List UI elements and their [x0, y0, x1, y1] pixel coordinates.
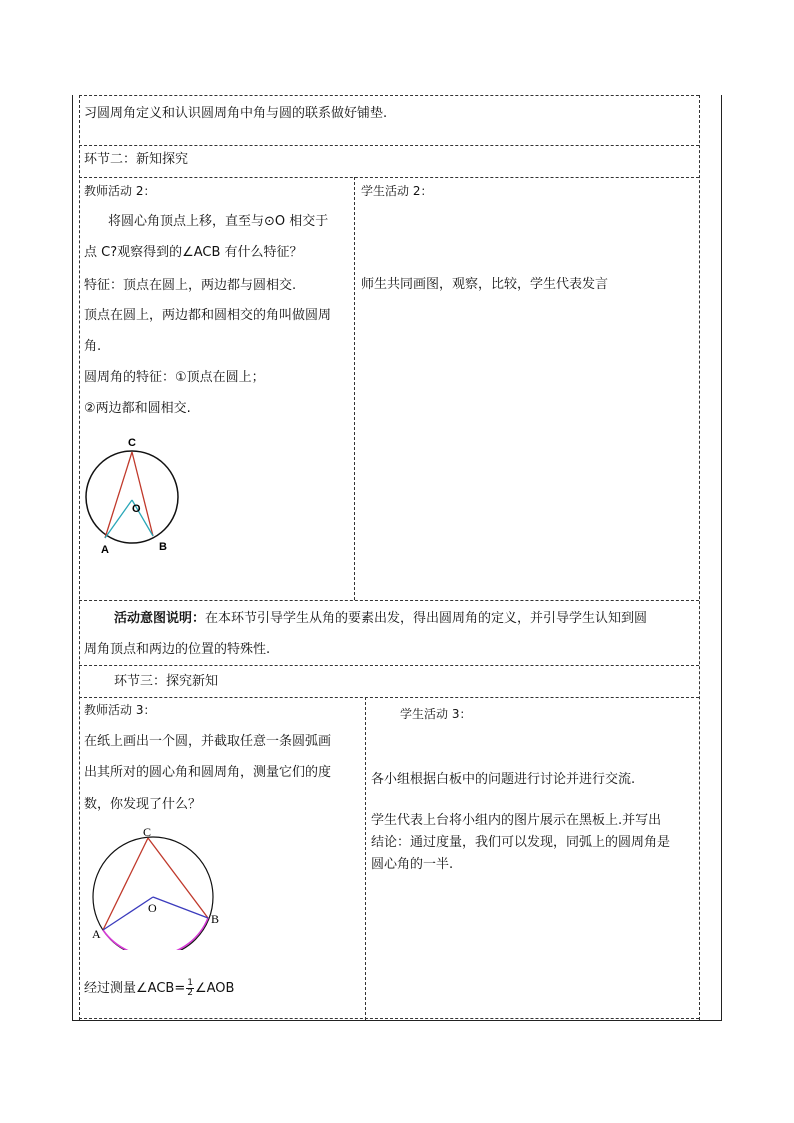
intent-line1 [114, 610, 647, 628]
teacher2-characteristic-line2: ②两边都和圆相交. [84, 401, 191, 416]
teacher3-heading: 教师活动 3： [84, 703, 156, 717]
circle-1 [86, 451, 178, 543]
bottom-dash [79, 1018, 699, 1019]
teacher2-question-line2: 点 C?观察得到的∠ACB 有什么特征？ [84, 245, 303, 260]
student2-text: 师生共同画图，观察，比较，学生代表发言 [361, 277, 609, 292]
label-b-2: B [211, 912, 220, 926]
teacher2-definition-line2: 角. [84, 339, 102, 354]
intent-line2: 周角顶点和两边的位置的特殊性. [84, 642, 271, 657]
chord-cb [132, 452, 153, 536]
radius-oa [105, 500, 132, 538]
mid-divider-2 [365, 697, 366, 1020]
label-a: A [101, 544, 109, 556]
teacher3-line1: 在纸上画出一个圆，并截取任意一条圆弧画 [84, 734, 332, 749]
inner-right-dash [699, 95, 700, 1020]
teacher3-measurement [84, 979, 234, 998]
student2-heading: 学生活动 2： [361, 184, 433, 198]
section2-title: 环节二：新知探究 [84, 152, 189, 167]
bottom-border [72, 1020, 722, 1021]
label-o-2: O [148, 901, 157, 915]
hline-2 [79, 177, 699, 178]
teacher3-line3: 数，你发现了什么？ [84, 797, 202, 812]
teacher2-feature: 特征：顶点在圆上，两边都与圆相交. [84, 278, 297, 293]
measure-prefix: 经过测量∠ACB= [84, 981, 186, 996]
inscribed-angle-figure-1 [80, 430, 190, 560]
label-c-2: C [143, 825, 152, 839]
hline-5 [79, 697, 699, 698]
mid-divider-1 [354, 177, 355, 600]
inscribed-angle-figure-2 [86, 822, 226, 950]
fraction-denominator: 2 [187, 988, 193, 998]
measure-suffix: ∠AOB [194, 981, 235, 996]
chord-ca-2 [103, 838, 148, 930]
border-right [721, 95, 722, 1020]
chord-ca [105, 452, 132, 538]
teacher3-line2: 出其所对的圆心角和圆周角，测量它们的度 [84, 765, 332, 780]
student3-line1: 各小组根据白板中的问题进行讨论并进行交流. [371, 772, 636, 787]
label-a-2: A [92, 927, 101, 941]
teacher2-question-line1: 将圆心角顶点上移，直至与⊙O 相交于 [108, 214, 329, 229]
teacher2-characteristic-line1: 圆周角的特征：①顶点在圆上； [84, 370, 265, 385]
section3-title: 环节三：探究新知 [114, 674, 219, 689]
student3-heading: 学生活动 3： [400, 707, 472, 721]
border-left [72, 95, 73, 1020]
teacher2-heading: 教师活动 2： [84, 184, 156, 198]
student3-line2: 学生代表上台将小组内的图片展示在黑板上.并写出 [371, 813, 662, 828]
hline-3 [79, 600, 699, 601]
fraction-half [186, 979, 194, 998]
intent-text: 在本环节引导学生从角的要素出发，得出圆周角的定义，并引导学生认知到圆 [205, 611, 648, 626]
label-c: C [128, 437, 136, 449]
label-b: B [159, 541, 167, 553]
hline-1 [79, 145, 699, 146]
teacher2-definition-line1: 顶点在圆上，两边都和圆相交的角叫做圆周 [84, 308, 332, 323]
arc-ab [103, 918, 208, 950]
fraction-numerator: 1 [187, 978, 193, 988]
top-dash [79, 95, 699, 96]
hline-4 [79, 665, 699, 666]
prev-row-text: 习圆周角定义和认识圆周角中角与圆的联系做好铺垫. [84, 106, 388, 121]
label-o: O [132, 503, 141, 515]
circle-2 [93, 837, 213, 950]
student3-line3: 结论：通过度量，我们可以发现，同弧上的圆周角是 [371, 835, 671, 850]
student3-line4: 圆心角的一半. [371, 857, 454, 872]
intent-label: 活动意图说明： [114, 611, 206, 626]
